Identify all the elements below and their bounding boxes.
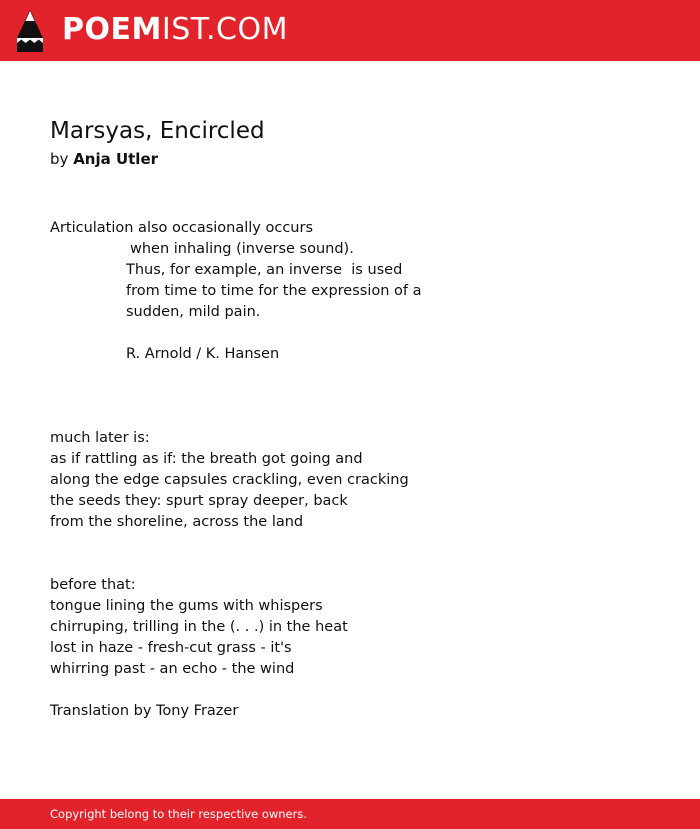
- poem-line: [50, 680, 650, 701]
- poem-line: [50, 533, 650, 554]
- poem-line: [50, 554, 650, 575]
- poem-line: R. Arnold / K. Hansen: [126, 346, 280, 362]
- poem-line: from time to time for the expression of a: [126, 283, 422, 299]
- poem-line: [50, 407, 650, 428]
- poem-line: sudden, mild pain.: [126, 304, 261, 320]
- site-footer: [0, 799, 700, 829]
- poem-line: much later is:: [50, 430, 150, 446]
- poem-line: whirring past - an echo - the wind: [50, 661, 295, 677]
- poem-line: tongue lining the gums with whispers: [50, 598, 323, 614]
- logo-bold-text: POEM: [62, 12, 162, 47]
- poem-line: as if rattling as if: the breath got going and: [50, 451, 363, 467]
- poem-line: Thus, for example, an inverse is used: [126, 262, 403, 278]
- author-name: Anja Utler: [73, 150, 159, 168]
- copyright-notice: Copyright belong to their respective owners.: [50, 807, 308, 821]
- poem-line: when inhaling (inverse sound).: [130, 241, 354, 257]
- byline: [50, 149, 158, 169]
- poem-line: the seeds they: spurt spray deeper, back: [50, 493, 348, 509]
- poem-line: from the shoreline, across the land: [50, 514, 304, 530]
- translation-credit: Translation by Tony Frazer: [50, 703, 239, 719]
- poem-line: [50, 386, 650, 407]
- site-header: [0, 0, 700, 61]
- poem-title: Marsyas, Encircled: [50, 118, 265, 144]
- poem-line: along the edge capsules crackling, even cracking: [50, 472, 409, 488]
- site-logo[interactable]: [62, 12, 288, 48]
- poem-line: chirruping, trilling in the (. . .) in the heat: [50, 619, 348, 635]
- poem-line: [50, 323, 650, 344]
- poem-line: before that:: [50, 577, 136, 593]
- by-label: by: [50, 150, 69, 168]
- logo-light-text: IST.COM: [161, 12, 288, 47]
- poem-line: [50, 365, 650, 386]
- pencil-tip-icon[interactable]: [17, 10, 43, 52]
- poem-line: Articulation also occasionally occurs: [50, 220, 314, 236]
- poem-line: lost in haze - fresh-cut grass - it's: [50, 640, 292, 656]
- poem-body: [50, 218, 650, 722]
